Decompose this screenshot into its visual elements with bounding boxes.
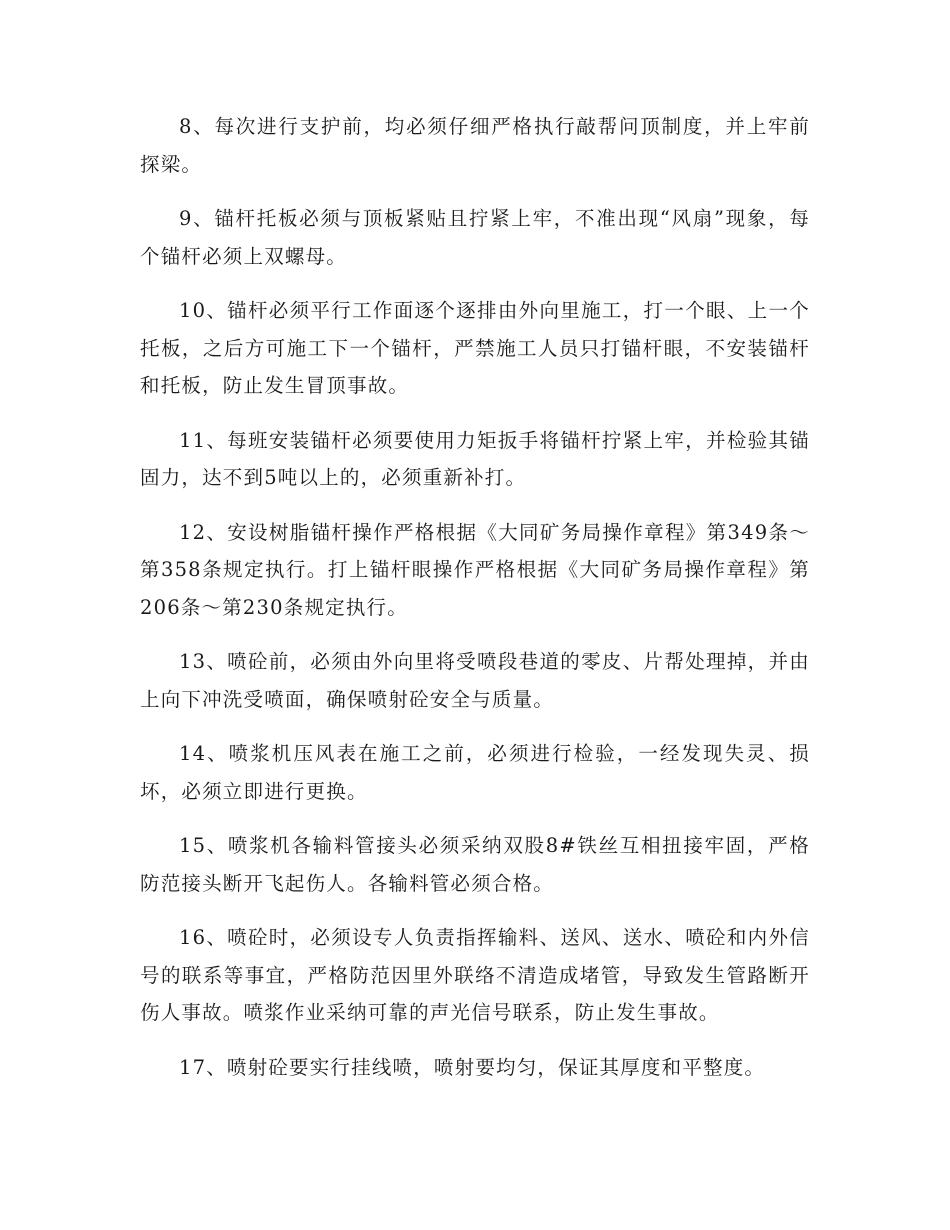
paragraph-item-12: 12、安设树脂锚杆操作严格根据《大同矿务局操作章程》第349条～第358条规定执行。打上锚杆眼操作严格根据《大同矿务局操作章程》第206条～第230条规定执行。: [140, 520, 810, 619]
paragraph-item-14: 14、喷浆机压风表在施工之前，必须进行检验，一经发现失灵、损坏，必须立即进行更换。: [140, 742, 810, 803]
paragraph-item-15: 15、喷浆机各输料管接头必须采纳双股8#铁丝互相扭接牢固，严格防范接头断开飞起伤人。各输料管必须合格。: [140, 834, 810, 895]
paragraph-item-8: 8、每次进行支护前，均必须仔细严格执行敲帮问顶制度，并上牢前探梁。: [140, 115, 810, 176]
paragraph-item-11: 11、每班安装锚杆必须要使用力矩扳手将锚杆拧紧上牢，并检验其锚固力，达不到5吨以上的，必须重新补打。: [140, 428, 810, 489]
paragraph-item-16: 16、喷砼时，必须设专人负责指挥输料、送风、送水、喷砼和内外信号的联系等事宜，严格防范因里外联络不清造成堵管，导致发生管路断开伤人事故。喷浆作业采纳可靠的声光信号联系，防止发生事故。: [140, 926, 810, 1024]
paragraph-item-9: 9、锚杆托板必须与顶板紧贴且拧紧上牢，不准出现“风扇”现象，每个锚杆必须上双螺母。: [140, 207, 810, 268]
paragraph-item-13: 13、喷砼前，必须由外向里将受喷段巷道的零皮、片帮处理掉，并由上向下冲洗受喷面，确保喷射砼安全与质量。: [140, 650, 810, 711]
paragraph-item-17: 17、喷射砼要实行挂线喷，喷射要均匀，保证其厚度和平整度。: [179, 1055, 766, 1079]
paragraph-item-10: 10、锚杆必须平行工作面逐个逐排由外向里施工，打一个眼、上一个托板，之后方可施工下一个锚杆，严禁施工人员只打锚杆眼，不安装锚杆和托板，防止发生冒顶事故。: [140, 299, 810, 397]
document-body: [140, 108, 810, 1103]
